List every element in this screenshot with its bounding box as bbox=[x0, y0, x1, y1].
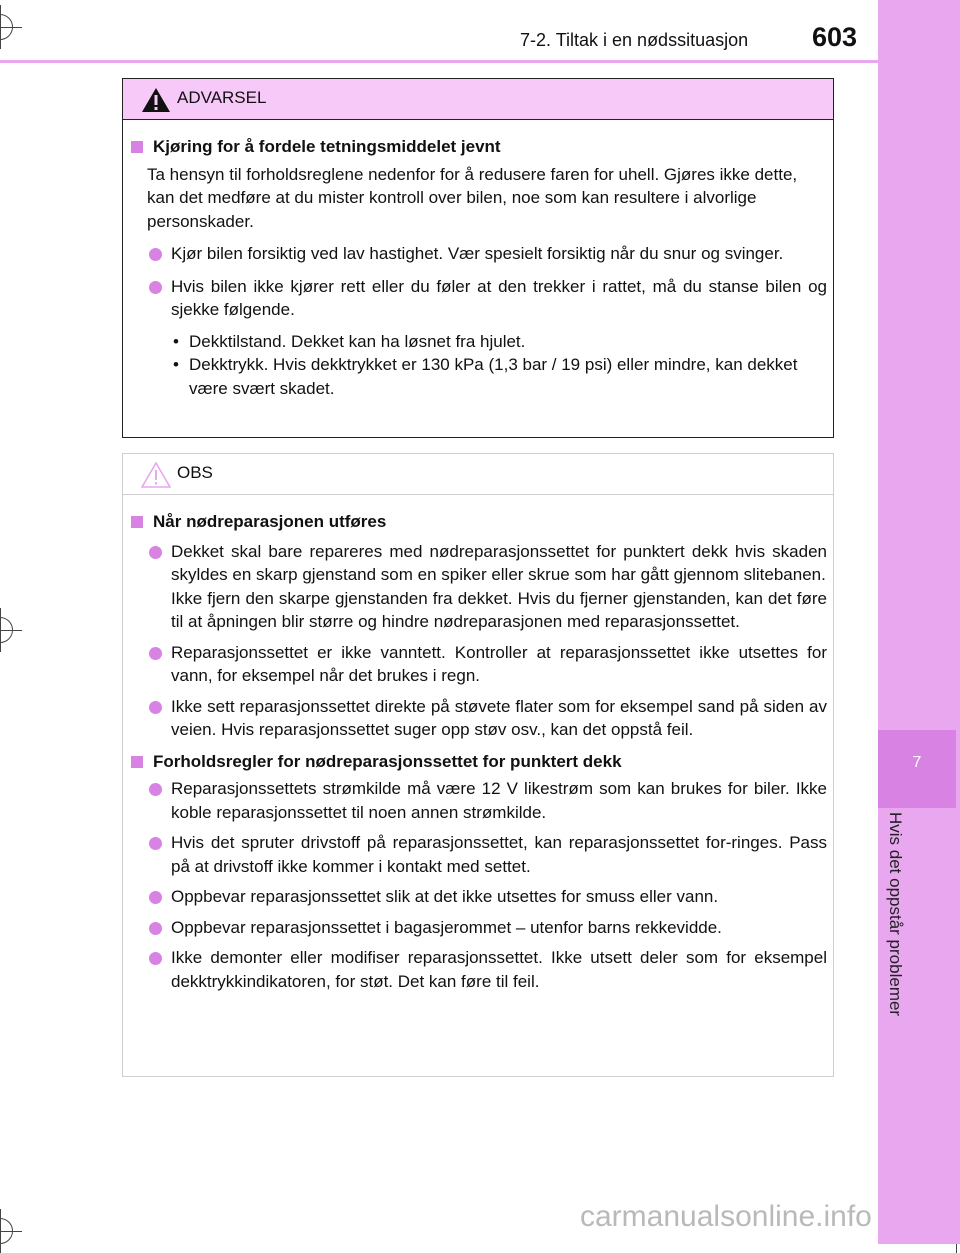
warning-content bbox=[129, 135, 827, 400]
page-number: 603 bbox=[812, 22, 858, 52]
caution-triangle-icon bbox=[141, 462, 171, 488]
registration-mark-mid-left bbox=[0, 617, 13, 643]
section-title: 7-2. Tiltak i en nødssituasjon bbox=[520, 30, 749, 50]
list-item: Ikke sett reparasjonssettet direkte på støvete flater som for eksempel sand på siden av veien. Hvis reparasjonssettet suger opp støv osv., kan det oppstå feil. bbox=[129, 695, 827, 742]
warning-heading: Kjøring for å fordele tetningsmiddelet jevnt bbox=[129, 135, 827, 159]
sub-list-item: • Dekktrykk. Hvis dekktrykket er 130 kPa (1,3 bar / 19 psi) eller mindre, kan dekket være svært skadet. bbox=[173, 355, 798, 398]
list-item: Kjør bilen forsiktig ved lav hastighet. Vær spesielt forsiktig når du snur og svinger. bbox=[129, 242, 827, 266]
list-item: Ikke demonter eller modifiser reparasjonssettet. Ikke utsett deler som for eksempel dekktrykkindikatoren, for støt. Det kan føre til feil. bbox=[129, 946, 827, 993]
notice-heading: Når nødreparasjonen utføres bbox=[129, 510, 827, 534]
warning-triangle-icon bbox=[141, 87, 171, 113]
list-item: Hvis bilen ikke kjører rett eller du føler at den trekker i rattet, må du stanse bilen og sjekke følgende. bbox=[129, 275, 827, 322]
notice-box bbox=[122, 453, 834, 1077]
sub-list-item: • Dekktilstand. Dekket kan ha løsnet fra hjulet. bbox=[173, 331, 526, 351]
warning-box bbox=[122, 78, 834, 438]
list-item: Hvis det spruter drivstoff på reparasjonssettet, kan reparasjonssettet for-ringes. Pass på at drivstoff ikke kommer i kontakt med settet. bbox=[129, 831, 827, 878]
list-item: Reparasjonssettets strømkilde må være 12 V likestrøm som kan brukes for biler. Ikke koble reparasjonssettet til noen annen strømkilde. bbox=[129, 777, 827, 824]
chapter-number: 7 bbox=[912, 754, 922, 771]
list-item: Oppbevar reparasjonssettet i bagasjerommet – utenfor barns rekkevidde. bbox=[129, 916, 827, 940]
warning-header bbox=[123, 79, 833, 120]
header-rule bbox=[0, 60, 878, 63]
list-item-continuation: Ikke fjern den skarpe gjenstanden fra dekket. Hvis du fjerner gjenstanden, kan det føre til at åpningen blir større og hindre nødreparasjonen med reparasjonssettet. bbox=[171, 588, 827, 631]
list-item: Oppbevar reparasjonssettet slik at det ikke utsettes for smuss eller vann. bbox=[129, 885, 827, 909]
watermark: carmanualsonline.info bbox=[580, 1200, 872, 1233]
warning-label: ADVARSEL bbox=[177, 88, 267, 107]
notice-label: OBS bbox=[177, 463, 213, 482]
list-item: Dekket skal bare repareres med nødreparasjonssettet for punktert dekk hvis skaden skyldes en skarp gjenstand som en spiker eller skrue som har gått gjennom slitebanen. bbox=[129, 540, 827, 587]
notice-content bbox=[129, 510, 827, 993]
notice-header bbox=[123, 454, 833, 495]
registration-mark-bottom-left bbox=[0, 1218, 13, 1244]
registration-mark-top-left bbox=[0, 14, 13, 40]
notice-heading: Forholdsregler for nødreparasjonssettet for punktert dekk bbox=[129, 750, 827, 774]
chapter-number-box bbox=[878, 730, 956, 808]
list-item: Reparasjonssettet er ikke vanntett. Kontroller at reparasjonssettet ikke utsettes for vann, for eksempel når det brukes i regn. bbox=[129, 641, 827, 688]
warning-intro: Ta hensyn til forholdsreglene nedenfor for å redusere faren for uhell. Gjøres ikke dette, kan det medføre at du mister kontroll over bilen, noe som kan resultere i alvorlige personskader. bbox=[147, 164, 798, 231]
chapter-title: Hvis det oppstår problemer bbox=[886, 812, 905, 1017]
